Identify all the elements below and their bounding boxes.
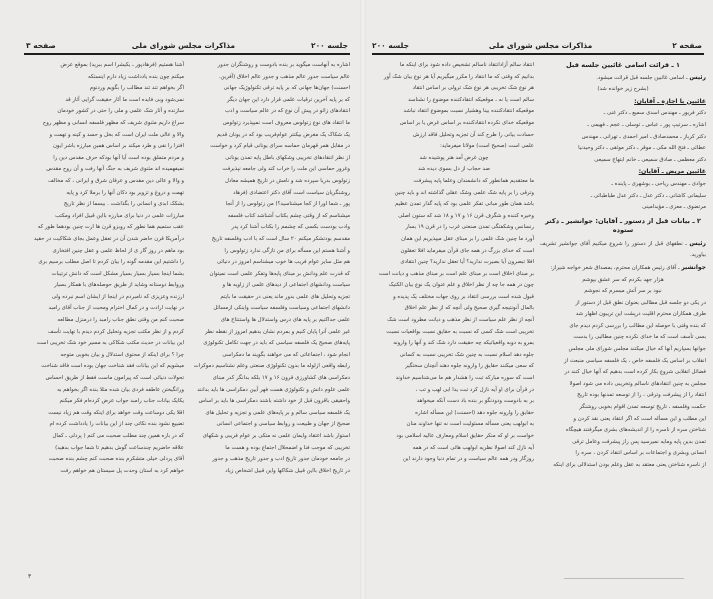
text-line: دمکراسی های کشاورزی قرون ۱۶ و ۱۷ بلکه بدانگر کدر مبنای	[212, 375, 350, 382]
text-line: حسادت بیانی را طرح کند آن تجزیه وتحلیل فاقد ارزش	[412, 131, 534, 138]
text-line: مرتضوی ـ معزی ـ مؤیدامینی	[642, 204, 706, 211]
text-line: میکنم چون بنده یادداشت زیاد دارم اینستکه	[87, 73, 184, 80]
text-line: انقلاب بر اساس یک فلسفه خاص ، یک فلسفه سیاسی منبعث از	[564, 357, 706, 364]
text-line: آنچه از نظر علم سیاست از نظر مذهب و دیانت مطرود است شک	[387, 317, 534, 324]
text-line: بمرو به دوبه واقعیاتیکه چه حقیقت دارد شک کند و آنها را وارونه	[393, 340, 534, 347]
text-line: انتقادهای زائو در پیش آن نوع که در عالم سیاست و ادب	[224, 108, 350, 115]
speaker-president: رئیس	[689, 239, 706, 247]
poem-line: هزار جهد بکردم که سر عشق بپوشم	[582, 276, 664, 283]
text-line: بدانیم که وقتی که ما انتقاد را مکرر میگیریم آیا هر نوع بیان شک آور	[383, 73, 534, 80]
text-line: روزگار ودر همه عالم سیاست و در تمام دنیا وجود دارند این	[402, 456, 534, 463]
text-line: سازنده و آثار شک علمی و ملی را حتی در کشور خودمان	[57, 108, 184, 115]
text-line: بشکک ابدی و انسانی را بگذاشت . بیسما از نظر تاریخ	[63, 201, 184, 208]
text-line: را داشتیم این مقدمه گونه را بیان کردم تا اصل مطلب برسیم بری	[38, 259, 184, 266]
text-line: ارزنده وعزیزی که نامبردم در اینجا از ایشان اسم نبرده ولی	[51, 293, 184, 300]
text-line: آورد ما چنین شک علمی را بر مبنای عقل میپذیریم این همان	[401, 235, 534, 242]
text-line: که قدرت علم ودانش بر مبنای پایه‌ها وتفکر علمی است نمیتوان	[209, 270, 350, 277]
text-line: چون غرض آمد هنر پوشیده شد	[419, 154, 489, 161]
text-line: سیاست ودانشهای اجتماعی از دیدهای علمی از زاویه ها و	[222, 282, 350, 289]
text-line: تضییع نشود بنده نکاتی چند از این بیانات را یادداشت کرده ام	[49, 421, 184, 428]
speech-text: ـ نطقهای قبل از دستور را شروع میکنیم آقای جوانشیر تشریف بیاورید.	[540, 240, 706, 259]
text-line: که بر پایه آخرین ترقیات علمی قرار دارد این جهان دیگر	[227, 96, 350, 103]
text-line: کردم و از نظر مکتب تجزیه وتحلیل کردم دیدم با نهایت تأسف	[47, 328, 184, 335]
text-line: بود ماهم در روز گار ی از لحاظ علمی و عقل چنین افتخاری	[52, 247, 184, 254]
text-line: بشما اینجا بسیار بسیار بسیار مشکل است که دانش ترتیبات	[51, 270, 184, 277]
page-header	[372, 38, 702, 52]
text-line: هر نوع شک تخریبی هر نوع شک ترولی بر اساس انتقاد	[412, 85, 534, 92]
text-line: درآمریکا قرن حاضر شدن آن در تعقل وعمل بجای شکاکیت در حقید	[33, 235, 184, 242]
text-line: عالم سیاست جدور عالم مذهب و جدور عالم اخلاق (آفرین.	[218, 73, 350, 80]
text-line: عقب ستمیم هما نطور که روبزو قرن ها ارت چنین بودهما طور که	[37, 224, 184, 231]
text-line: اگر بخواهم تند تند مطالب را بگویم وردنوم	[89, 85, 184, 92]
text-line: بسی تأسف است که ما خدای نکرده چنین مطالبی را بدست	[573, 334, 706, 341]
text-line: وترقی را بر پایه شک علمی وشک عقلی گذاشته اند و باید چنین	[394, 189, 534, 196]
text-line: یکایک بیانات جناب رامبد جواب عرض کرده‌ام فکر میکنم	[59, 398, 184, 405]
text-line: نمی‌شود وبی فایده است ما آثار حقیقت گرایی آثار قد	[65, 96, 184, 103]
text-line: و آشنا هستم این مسأله برای من تازگی ندارد زتولوس را	[224, 247, 350, 254]
note: (بشرح زیر خوانده شد)	[597, 86, 649, 93]
text-line: از ناسره شناختن یعنی معتقد به عقل وعلم بودن استدلالی برای اینکه	[553, 462, 706, 468]
text-line: جوانها بسپاریم آنها که خیال میکنند مجلس شورای ملی مجلس	[568, 346, 706, 353]
text-line: در جامعه خودمان جدور تاریخ ادب و جدور تاریخ مذهب و جدور	[212, 456, 350, 463]
text-line: سراغ داریم مثنوی شریف که مظهر فلسفه انسانی و مظهر روح	[42, 119, 184, 126]
text-line: نمیفهمیده اند مثنوی شریف به جنگ آنها رفت و آن روح مقدس	[46, 166, 184, 173]
text-line: زتولوس بدریا سپرده شد و نامش در تاریخ همیشه معادل	[224, 177, 350, 184]
text-line: شناختن سره از ناسره را از اندیشه‌های بشری میگرفتند هیچگاه	[565, 427, 706, 434]
speech-text: ـ آقای رئیس همکاران محترم، بمصداق شعر خواجه شیراز:	[550, 264, 680, 271]
text-line: سالم است یا نه ، موقعیکه انتقادکننده موضوع را نشناسد	[408, 96, 534, 103]
text-line: خواهم کرد به استان وحدت پل سیستان هم خواهم رفت	[60, 467, 184, 474]
text-line: وخیره کننده و شگرف قرن ۱۶ و ۱۷ و ۱۸ شد که ستون اصلی	[398, 212, 534, 219]
text-line: این مطلب و این مسأله است که اگر انتقاد یعنی نقد کردن و	[573, 415, 706, 422]
header-rule	[24, 53, 350, 55]
text-line: احسنت) جهان‌ها جهانی که بر پایه ترقی تکنولوژیک جهانی	[223, 85, 350, 92]
text-line: علمی است (صحیح است) مولانا میفرماید:	[440, 143, 534, 150]
text-line: مقدسم بودتشکر میکنم ۲۰ سال است که با ادب وفلسفه تاریخ	[211, 235, 350, 242]
text-line: خواست بر او که منکر حقایق اسلام ومعارف عالیه اسلامی بود	[396, 433, 534, 439]
text-line: موقعیکه خدای نکرده انتقادکننده بر اساس غرض یا بر اساس	[399, 119, 534, 126]
text-line: دکتر کرباز ـ محمدصادق ـ امیر احمدی ـ تهرانی ـ مهندس	[581, 133, 706, 140]
text-line: صحیح از جهان و طبیعت و روابط سیاسی و اجتماعی انسانی	[216, 421, 350, 428]
text-line: غیر علمی آنرا پایان کنیم و بمردم نشان بدهیم امروز از نقطه نظر	[204, 328, 350, 335]
text-line: باشد همان طور مبانی تفکر علمی بود که پایه گذار تمدن عظیم	[395, 201, 534, 208]
text-line: است که خدای بزرگ در همه جای قرآن میفرماید افلا تعقلون	[400, 247, 534, 254]
text-line: پور ـ شما اورا از کجا میشناسید؟) من زتولوس را از آنجا	[225, 201, 350, 208]
text-line: افترا را نفی و طرد میکند بر اساس همین مبارزه باشر ایون	[52, 143, 184, 150]
text-line: در مقابل همر قهرمان حماسه سرای یونانی قیام کرد و خواست	[210, 143, 350, 150]
text-line: حکمت وفلسفه ، تاریخ توسعه تمدن اقوام بخوبی روشنگر	[579, 404, 706, 411]
text-line: قبول شده است بررسی انتقاد بر روی جهات مختلف یک پدیده و	[393, 293, 534, 300]
text-line: عطائی ـ فتح الله مکی ـ موقر ـ دکتر موثقی ـ دکتر وحیدنیا	[578, 145, 706, 152]
text-line: استوار باشد اعتقاد وایمان علمی نه متکی بر عوام فریبی و شکهای	[202, 433, 350, 439]
text-line: اقلا یکی دوساعت وقت خواهد برای اینکه وقت هم زیاد نیست	[48, 409, 184, 416]
text-line: اشاره به آنهاست میگوید بر بنده بادوست و روشنگران جدور	[217, 62, 350, 68]
text-column-left	[374, 60, 534, 466]
text-line: اشاره ـ سرتیپ پور ـ عباس ـ توسلی ـ عجم ـ فهیمی ـ	[587, 121, 706, 128]
text-line: انتقاد سالم آزادانتقاد ناسالم تشخیص داده شود برای اینکه ما	[399, 62, 534, 68]
text-line: یک شکاک یک مغرض بیکنتر عوام‌فریب بود که در یونان قدیم	[216, 131, 350, 138]
text-line: ما انتقاد های نوع زتولوس معروف است نمیپذیرد زتولوس	[222, 119, 350, 126]
text-line: انتقاد را از پیشرفت وترقی ، را از توسعه تمدنها بوده تاریخ	[577, 392, 706, 399]
text-line: حقایق را وارونه جلوه دهد (احسنت) این مسأله اشاره	[415, 409, 534, 416]
text-line: تجزیه وتحلیل های علمی بدور ماند یعنی در حقیقت ما بایتم	[220, 293, 350, 300]
text-line: که بنده وقتی با حوصله این مطالب را بررسی کردم دیدم جای	[569, 322, 706, 329]
speaker-javanshir: جوانشیر	[681, 263, 706, 271]
header-title: مذاکرات مجلس شورای ملی	[131, 40, 236, 50]
excused-absentees-list	[540, 108, 706, 166]
session-number: جلسه ۲۰۰	[372, 40, 409, 50]
text-line: در یکی دو جلسه قبل مطالبی بعنوان نطق قبل از دستور از	[575, 299, 706, 306]
text-line: روشنگریان سیاست است آقای دکتر اعتضادی (فرهاد	[233, 189, 350, 196]
text-line: وغرور حماسی این ملت را خراب کند ولی جامعه نپذیرفت	[222, 166, 350, 173]
text-line: دکتر معظمی ـ صادق سمیعی ـ خانم ابتهاج سمیعی	[594, 156, 706, 163]
folio-number: ۳	[28, 573, 32, 580]
text-line: در قرآن برای او آیه نازل کرد تبت یدا ابی لهب و تب ،	[415, 386, 534, 393]
text-line: وادب بودست بکسی که چشمم را بکتاب آشنا کرد پدر	[231, 224, 350, 231]
text-line: افلا تبصرون آیا بصیرت ندارید؟ آیا تعقل ندارید؟ چنین انتقادی	[400, 259, 534, 266]
text-line: که در باره همین چند مطلب صحبت می کنم ( پردلی ـ کمال	[52, 433, 184, 439]
text-line: بالمال آنونتیجه گیری صحیح ولی آنچه که از نظر علم اخلاق	[404, 305, 534, 312]
text-line: انجام شود ، اجتماعاتی که می خواهند بگویند ما دمکراسی	[222, 351, 350, 358]
text-line: طرف همکاران محترم اقلیت درپشت این تریبون اظهار شد	[575, 311, 706, 318]
text-line: بر به بادوست ودودنگو بر بنده باد دست آنکه میخواهد	[416, 398, 534, 405]
text-line: علمی جداکنیم بر پایه های درس واستدلال ها واستنتاج های	[220, 317, 350, 324]
text-line: دکتر فریور ـ مهندس اسدی سمیع ـ دکتر غنی ـ	[603, 110, 706, 117]
text-column-right	[190, 60, 350, 477]
text-column-left	[26, 60, 184, 477]
text-line: ما معتقدیم همانطور که دانشمندان وعلما پایه پیشرفت	[413, 177, 534, 184]
page-number: صفحه ۳	[26, 40, 56, 50]
speech-body	[540, 298, 706, 472]
text-line: چون در همه جا چه از نظر اخلاق و علم عنوان یک نوع بیان الکتیک	[388, 282, 534, 289]
page-2	[364, 0, 713, 599]
sick-absentees-heading: غائبین مریض ـ آقایان:	[638, 168, 706, 176]
header-rule	[372, 53, 704, 55]
header-title: مذاکرات مجلس شورای ملی	[488, 40, 593, 50]
text-line: تخریبی است شک کسی که نسبت به حقایق نسبت بواقعیات نسبت	[386, 328, 534, 335]
speech-text: ـ اسامی غائبین جلسه قبل قرائت میشود.	[596, 74, 688, 81]
text-line: آقای پردلی خیلی متشکرم بنده صحبت کنم چشم بنده صحبت	[48, 456, 184, 463]
text-line: این بیانات در حدیث مکتب شکاکی به مسیر خود شک تخریبی است	[36, 340, 184, 347]
text-line: تمدن بدین پایه ومایه نمیرسید پس راز پیشرفت وعامل ترقی	[572, 438, 706, 445]
text-line: انسانی وبشری و اجتماعات بر اساس انتقاد کردن ، سره را	[575, 450, 706, 457]
text-line: واحقیقی باقرون قبل از خود داشته باشند دمکراسی ها باید بر اساس	[198, 398, 350, 405]
text-line: میشویم که این بیانات فقد شناخت جهان بوده است فاقد شناخت	[41, 363, 184, 370]
text-line: آشنا هستیم (فرهادپور ـ یکیشرا اسم ببرید) بموقع عرض	[60, 62, 184, 68]
text-line: علاقه حاضریم چندساعت گوش بدهیم تا شما جواب بدهید)	[55, 444, 184, 451]
text-line: میشناسم که از وقتی چشم بکتاب آشناشد کتاب فلسفه	[227, 212, 350, 219]
text-line: ورانگیختن عاطفه فردی بیان شده مثلا بنده اگر بخواهم به	[57, 386, 184, 393]
text-line: مبارزات علمی در دنیا برای مبارزه بااین قبیل افراد ومکتب	[54, 212, 184, 219]
text-line: بر مبنای اخلاق است بر مبنای علم است بر مبنای مذهب و دیانت است	[378, 270, 534, 277]
text-line: و والا و عالی دین مقدس و عرفان شرق و ایرانی ، که مخالف	[48, 177, 184, 184]
text-column-right	[540, 60, 706, 472]
session-number: جلسه ۲۰۰	[311, 40, 348, 50]
text-line: صد حجاب از دل بسوی دیده شد	[418, 166, 490, 173]
text-line: چرا ؟ برای اینکه از محتوی استدلال و بیان بخوبی متوجه	[60, 351, 184, 358]
text-line: تحولات دنیائی است که پیرامون ماست فقط از طریق احساس	[45, 375, 184, 382]
text-line: موقعیکه انتقادکننده بینا وهشیار نسبت بموضوع انتقاد نباشد	[403, 108, 534, 115]
section-title-absentees: ۱ ـ قرائت اسامی غائبین جلسه قبل	[566, 61, 680, 69]
text-line: آیه نازل کند اصولا نظریه ابولهب هائی است که در همه	[412, 444, 534, 451]
text-line: در تاریخ اخلاق بااین قبیل شکاکها واین قبیل اشخاص زیاد	[225, 467, 350, 474]
text-line: وروابط دوستانه وشاید از طریق حوصله‌های با همکار بسیار	[54, 282, 184, 289]
text-line: به ابولهب یعنی مسأله مسئولیت است نه تنها خداوند منان	[406, 421, 534, 428]
text-line: تهمت و دروغ و تزویر بود دکان آنها را برملا کرد و پایه	[66, 189, 184, 196]
text-line: سلیمانی کاشانی ـ دکتر عدل ـ دکتر عدل طباطبائی ـ	[590, 192, 706, 199]
text-line: هم مثل سایر عوام فریب ها خوب میشناسم امروز در دنیائی	[216, 259, 350, 266]
speaker-president: رئیس	[689, 73, 706, 81]
text-line: مجلس به چنین انتقادهای ناسالم وتخریبی داده می شود اصولا	[569, 380, 706, 387]
text-line: فضائل انقلابی شروع بکار کرده است بدهیم که آنها خیال کنند در	[564, 369, 706, 376]
excused-absentees-heading: غائبین با اجازه ـ آقایان:	[634, 97, 706, 105]
section-title-pre-agenda: ۲ ـ بیانات قبل از دستور ـ آقایان: جوانشیر ـ دکتر ستوده	[545, 216, 701, 234]
text-line: در نهایت ارادت و در کمال احترام ومحبت از جناب آقای رامبد	[48, 305, 184, 312]
text-line: یک فلسفه سیاسی سالم و بر پایه‌های علمی و تجزیه و تحلیل های	[205, 409, 350, 416]
text-line: است که سوره مبارکه تبت را هشدار هم ما می‌شناسیم خداوند	[395, 375, 534, 382]
page-number: صفحه ۲	[672, 40, 702, 50]
text-line: جلوه دهد اسلام نسبت به چنین شک تخریبی نسبت به کسانی	[399, 351, 534, 358]
text-line: جوادی ـ مهندس ریاحی ـ بوشهری ـ پاینده ـ	[611, 180, 706, 187]
text-line: و مردم متملق بوده است آیا آنها بودکه حرف مقدس دین را	[53, 154, 184, 161]
text-line: دانشهای اجتماعی وسیاست وفلسفه سیاست واینکی ازمسائل	[213, 305, 350, 312]
sick-absentees-list	[540, 179, 706, 214]
text-line: پایه‌های صحیح یک فلسفه سیاسی که باید در جهت تکامل تکنولوژی	[203, 340, 350, 347]
text-line: رابطه واقعی ازلوله ما بدون تکنولوژی صنعتی وعلم نشناسیم دموکرات	[193, 363, 350, 370]
bottom-rule	[564, 578, 684, 579]
text-line: از نظر انتقادهای تخریبی وشکهای باطل پایه تمدن یونانی	[225, 154, 350, 161]
page-header	[26, 38, 348, 52]
poem-line: نبود بر سر آتش میسرم که نجوشم	[584, 288, 662, 295]
text-line: والا و عالی ملت ایران است که بخل و حسد و کینه و تهمت و	[49, 131, 184, 138]
text-line: تخریبی که موجب فنا و اضمحلال اجتماع بوده و هست ما	[225, 444, 350, 451]
text-line: که سعی میکنند حقایق را وارونه جلوه دهند آنچنان سختگیر	[405, 363, 534, 370]
text-line: رنسانس وشکفتگی تمدن صنعتی غرب را در قرن ۱۹ بسار	[405, 224, 534, 231]
text-line: علمی علوم دانش و تکنولوژی هست فهر آیین دمکراسی ها باید بدانند	[197, 386, 350, 393]
text-line: صحبت کنم من وقتی نطق جناب رامبد را درمنزل مطالعه	[57, 317, 184, 324]
